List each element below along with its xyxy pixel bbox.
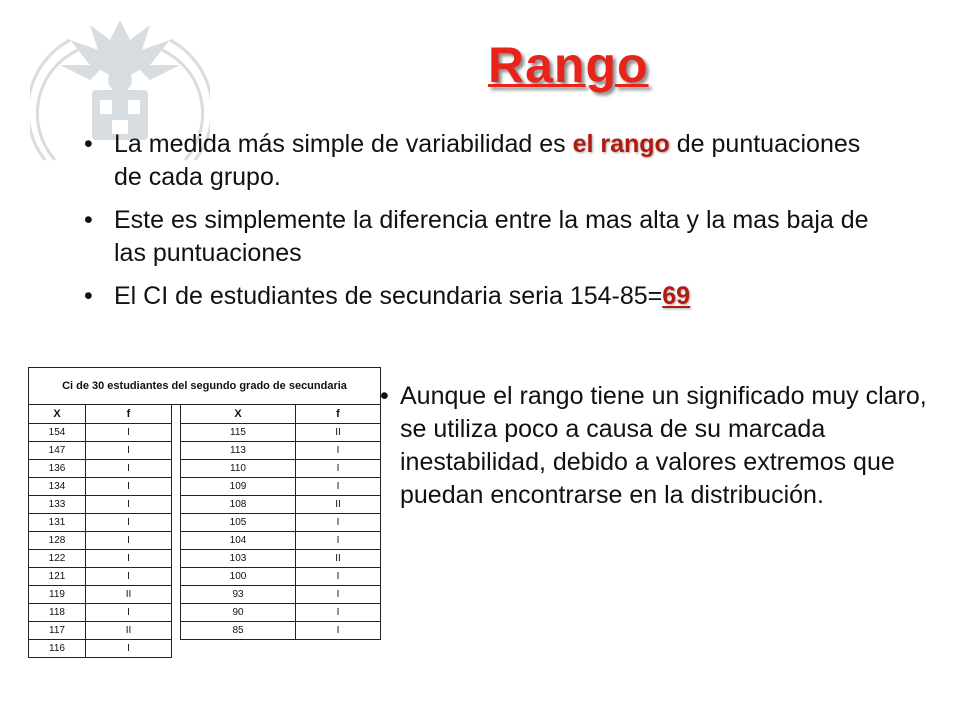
table-row [29, 568, 381, 586]
bullet-text-after: de puntuaciones de cada grupo. [114, 130, 861, 191]
cell-frequency: II [86, 586, 172, 604]
table-row [29, 496, 381, 514]
cell-x-value: 90 [181, 604, 296, 622]
cell-frequency: II [86, 622, 172, 640]
cell-frequency: I [86, 568, 172, 586]
cell-frequency: I [86, 496, 172, 514]
cell-x-value: 113 [181, 442, 296, 460]
side-note-item [380, 380, 930, 512]
table-row [29, 442, 381, 460]
frequency-table [28, 367, 381, 658]
cell-frequency: I [296, 442, 381, 460]
cell-x-value: 117 [29, 622, 86, 640]
table-row [29, 550, 381, 568]
column-gap [172, 496, 181, 514]
cell-frequency: II [296, 424, 381, 442]
bullet-item-range-example [80, 280, 880, 313]
cell-x-value: 103 [181, 550, 296, 568]
cell-frequency: I [296, 532, 381, 550]
column-gap [172, 640, 181, 658]
table-row [29, 514, 381, 532]
column-gap [172, 532, 181, 550]
cell-x-value: 128 [29, 532, 86, 550]
cell-frequency: I [296, 460, 381, 478]
cell-x-value: 85 [181, 622, 296, 640]
cell-frequency: I [296, 586, 381, 604]
cell-x-value: 131 [29, 514, 86, 532]
bullet-icon: • [84, 130, 93, 158]
cell-x-value: 105 [181, 514, 296, 532]
column-gap [172, 424, 181, 442]
cell-x-value: 104 [181, 532, 296, 550]
column-gap [172, 460, 181, 478]
cell-frequency: I [86, 550, 172, 568]
bullet-text: El CI de estudiantes de secundaria seria 154-85= [114, 282, 663, 310]
cell-frequency: I [86, 514, 172, 532]
cell-x-value: 154 [29, 424, 86, 442]
column-gap [172, 604, 181, 622]
table-row [29, 532, 381, 550]
cell-x-value: 93 [181, 586, 296, 604]
bullet-icon: • [84, 206, 93, 234]
cell-x-value: 108 [181, 496, 296, 514]
empty-cell [296, 640, 381, 658]
cell-frequency: I [296, 478, 381, 496]
cell-x-value: 119 [29, 586, 86, 604]
column-gap [172, 405, 181, 424]
bullet-text: Este es simplemente la diferencia entre la mas alta y la mas baja de las puntuaciones [114, 206, 869, 267]
cell-x-value: 100 [181, 568, 296, 586]
column-header-x: X [29, 405, 86, 424]
column-gap [172, 550, 181, 568]
cell-x-value: 115 [181, 424, 296, 442]
cell-frequency: I [86, 442, 172, 460]
main-bullet-list [80, 128, 880, 323]
side-note-list [380, 380, 930, 512]
column-header-f: f [86, 405, 172, 424]
highlight-term: el rango [572, 130, 670, 158]
side-note-text: Aunque el rango tiene un significado muy claro, se utiliza poco a causa de su marcada inestabilidad, debido a valores extremos que puedan encontrarse en la distribución. [400, 382, 927, 509]
column-header-f: f [296, 405, 381, 424]
cell-x-value: 122 [29, 550, 86, 568]
table-row [29, 586, 381, 604]
column-gap [172, 514, 181, 532]
empty-cell [181, 640, 296, 658]
cell-frequency: I [86, 532, 172, 550]
table-caption: Ci de 30 estudiantes del segundo grado de secundaria [29, 368, 381, 405]
column-gap [172, 478, 181, 496]
cell-x-value: 136 [29, 460, 86, 478]
cell-frequency: I [86, 424, 172, 442]
cell-frequency: II [296, 550, 381, 568]
column-gap [172, 586, 181, 604]
bullet-item-range-definition [80, 128, 880, 194]
cell-frequency: I [296, 604, 381, 622]
cell-frequency: I [296, 514, 381, 532]
cell-frequency: I [296, 622, 381, 640]
cell-x-value: 133 [29, 496, 86, 514]
column-gap [172, 568, 181, 586]
cell-x-value: 134 [29, 478, 86, 496]
cell-frequency: I [86, 640, 172, 658]
bullet-icon: • [84, 282, 93, 310]
table-row [29, 640, 381, 658]
cell-x-value: 116 [29, 640, 86, 658]
cell-x-value: 110 [181, 460, 296, 478]
table-caption-row [29, 368, 381, 405]
table-row [29, 460, 381, 478]
column-gap [172, 442, 181, 460]
table-row [29, 604, 381, 622]
cell-x-value: 118 [29, 604, 86, 622]
table-header-row [29, 405, 381, 424]
slide-title: Rango [488, 37, 649, 93]
bullet-item-range-explanation [80, 204, 880, 270]
cell-x-value: 147 [29, 442, 86, 460]
cell-frequency: I [296, 568, 381, 586]
cell-x-value: 121 [29, 568, 86, 586]
cell-x-value: 109 [181, 478, 296, 496]
table-row [29, 622, 381, 640]
cell-frequency: I [86, 478, 172, 496]
range-result: 69 [662, 282, 691, 310]
table-row [29, 478, 381, 496]
cell-frequency: II [296, 496, 381, 514]
bullet-icon: • [380, 382, 389, 410]
bullet-text: La medida más simple de variabilidad es [114, 130, 573, 158]
column-gap [172, 622, 181, 640]
column-header-x: X [181, 405, 296, 424]
cell-frequency: I [86, 604, 172, 622]
cell-frequency: I [86, 460, 172, 478]
table-row [29, 424, 381, 442]
